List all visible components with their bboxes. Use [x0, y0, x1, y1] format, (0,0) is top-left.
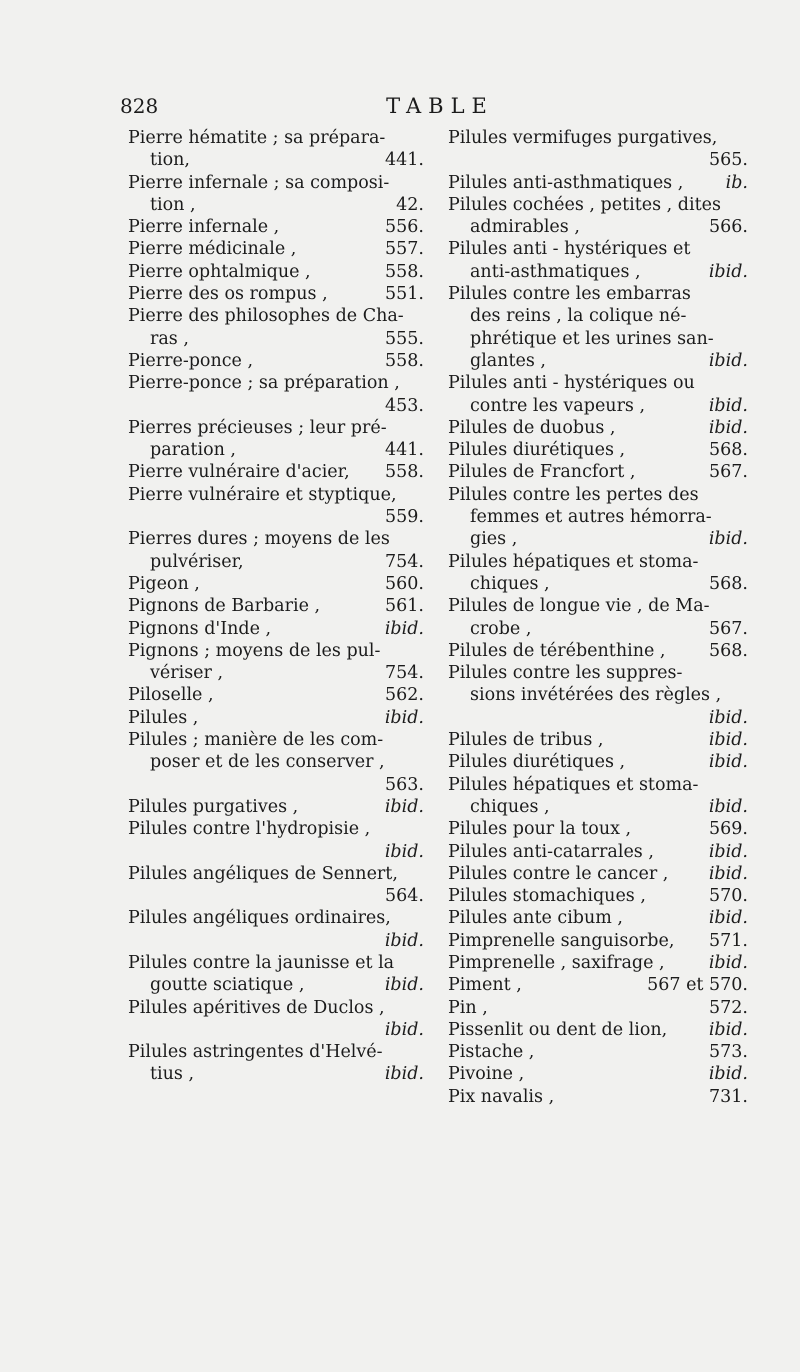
- index-entry: [448, 1086, 748, 1108]
- entry-heading-line: [128, 997, 424, 1019]
- index-entry: [448, 818, 748, 840]
- entry-text: tion ,: [150, 194, 196, 215]
- page-reference: ibid.: [708, 908, 748, 929]
- entry-text: goutte sciatique ,: [150, 975, 305, 996]
- entry-heading-line: [448, 238, 748, 260]
- page-reference: 567.: [709, 618, 748, 639]
- entry-text: Pilules de térébenthine ,: [448, 640, 666, 661]
- index-entry: [448, 127, 748, 172]
- entry-heading-line: [448, 551, 748, 573]
- index-entry: [448, 439, 748, 461]
- page-reference: 558.: [385, 261, 424, 282]
- entry-text: crobe ,: [470, 618, 532, 639]
- entry-text: Pignons de Barbarie ,: [128, 596, 321, 617]
- page-reference: 565.: [709, 150, 748, 171]
- entry-heading-line: [128, 1041, 424, 1063]
- page-reference: ibid.: [384, 1064, 424, 1085]
- page-reference: 571.: [709, 930, 748, 951]
- entry-continuation-line: [448, 350, 748, 372]
- page-reference: 563.: [385, 774, 424, 795]
- entry-text: Pierre vulnéraire et styptique,: [128, 484, 397, 505]
- entry-text: phrétique et les urines san-: [470, 328, 714, 349]
- index-entry: [448, 930, 748, 952]
- page-reference: 570.: [709, 886, 748, 907]
- entry-heading-line: [448, 595, 748, 617]
- entry-heading-line: [448, 1041, 748, 1063]
- page-reference: ibid.: [708, 1064, 748, 1085]
- entry-continuation-line: [128, 974, 424, 996]
- entry-text: Pilules anti-asthmatiques ,: [448, 172, 684, 193]
- entry-heading-line: [448, 930, 748, 952]
- index-entry: [128, 283, 424, 305]
- entry-continuation-line: [128, 194, 424, 216]
- entry-text: tion,: [150, 150, 190, 171]
- entry-text: Pissenlit ou dent de lion,: [448, 1019, 668, 1040]
- page-reference: ibid.: [708, 350, 748, 371]
- entry-heading-line: [128, 216, 424, 238]
- index-entry: [128, 818, 424, 863]
- page-reference: ib.: [725, 172, 748, 193]
- entry-heading-line: [448, 997, 748, 1019]
- entry-text: Pilules hépatiques et stoma-: [448, 774, 699, 795]
- page-number: 828: [120, 94, 159, 118]
- index-entry: [448, 484, 748, 551]
- entry-continuation-line: [448, 573, 748, 595]
- page-reference: ibid.: [384, 841, 424, 862]
- entry-continuation-line: [128, 149, 424, 171]
- entry-text: contre les vapeurs ,: [470, 395, 646, 416]
- index-column-right: [448, 127, 748, 1108]
- entry-text: Pilules vermifuges purgatives,: [448, 128, 718, 148]
- page-reference: 566.: [709, 217, 748, 238]
- index-entry: [128, 796, 424, 818]
- entry-heading-line: [128, 127, 424, 149]
- entry-text: admirables ,: [470, 217, 580, 238]
- index-entry: [448, 952, 748, 974]
- page-reference: 568.: [709, 640, 748, 661]
- index-entry: [128, 952, 424, 997]
- entry-continuation-line: [448, 395, 748, 417]
- entry-continuation-line: [128, 439, 424, 461]
- entry-text: Pierre-ponce ; sa préparation ,: [128, 373, 400, 394]
- entry-continuation-line: [128, 930, 424, 952]
- entry-text: vériser ,: [150, 663, 224, 684]
- entry-text: Pilules de duobus ,: [448, 417, 616, 438]
- entry-heading-line: [128, 261, 424, 283]
- entry-heading-line: [128, 417, 424, 439]
- page-reference: ibid.: [384, 618, 424, 639]
- entry-text: Pignons d'Inde ,: [128, 618, 272, 639]
- index-entry: [448, 172, 748, 194]
- page-reference: ibid.: [708, 261, 748, 282]
- entry-continuation-line: [448, 328, 748, 350]
- index-entry: [448, 841, 748, 863]
- entry-heading-line: [128, 684, 424, 706]
- page-reference: ibid.: [708, 863, 748, 884]
- entry-text: poser et de les conserver ,: [150, 752, 385, 773]
- entry-heading-line: [448, 863, 748, 885]
- entry-text: Pistache ,: [448, 1042, 535, 1063]
- entry-heading-line: [448, 907, 748, 929]
- index-entry: [128, 238, 424, 260]
- entry-text: Pilules hépatiques et stoma-: [448, 551, 699, 572]
- entry-continuation-line: [128, 506, 424, 528]
- page-reference: 555.: [385, 328, 424, 349]
- entry-heading-line: [128, 640, 424, 662]
- entry-text: Pilules contre les embarras: [448, 284, 691, 305]
- entry-text: Pilules contre le cancer ,: [448, 863, 669, 884]
- entry-text: Pilules angéliques ordinaires,: [128, 908, 391, 929]
- entry-text: Pierres dures ; moyens de les: [128, 529, 390, 550]
- entry-continuation-line: [128, 885, 424, 907]
- index-entry: [448, 417, 748, 439]
- index-entry: [448, 774, 748, 819]
- entry-continuation-line: [448, 796, 748, 818]
- entry-text: Pierre médicinale ,: [128, 239, 297, 260]
- entry-continuation-line: [128, 751, 424, 773]
- entry-heading-line: [448, 662, 748, 684]
- page-reference: 562.: [385, 685, 424, 706]
- entry-text: Pilules contre l'hydropisie ,: [128, 819, 371, 840]
- page-reference: 572.: [709, 997, 748, 1018]
- page-reference: ibid.: [708, 707, 748, 728]
- page-reference: 569.: [709, 819, 748, 840]
- index-entry: [448, 1019, 748, 1041]
- index-entry: [128, 595, 424, 617]
- entry-text: glantes ,: [470, 350, 546, 371]
- entry-text: Pilules angéliques de Sennert,: [128, 863, 398, 884]
- page-reference: 453.: [385, 395, 424, 416]
- entry-heading-line: [128, 283, 424, 305]
- entry-continuation-line: [448, 216, 748, 238]
- page-reference: 567.: [709, 462, 748, 483]
- entry-text: Pilules pour la toux ,: [448, 819, 632, 840]
- entry-heading-line: [448, 974, 748, 996]
- entry-heading-line: [128, 818, 424, 840]
- entry-continuation-line: [128, 841, 424, 863]
- index-entry: [448, 238, 748, 283]
- entry-continuation-line: [448, 305, 748, 327]
- page-reference: ibid.: [708, 1019, 748, 1040]
- page-reference: 559.: [385, 507, 424, 528]
- page-reference: ibid.: [708, 841, 748, 862]
- page-title: TABLE: [386, 94, 494, 118]
- entry-heading-line: [448, 1019, 748, 1041]
- index-entry: [448, 885, 748, 907]
- entry-text: Pilules de Francfort ,: [448, 462, 636, 483]
- page-reference: 560.: [385, 573, 424, 594]
- index-entry: [128, 216, 424, 238]
- index-entry: [448, 1041, 748, 1063]
- entry-text: Pierre-ponce ,: [128, 350, 254, 371]
- page-reference: ibid.: [708, 730, 748, 751]
- index-entry: [448, 551, 748, 596]
- entry-continuation-line: [448, 506, 748, 528]
- entry-text: Pilules ; manière de les com-: [128, 730, 384, 751]
- entry-heading-line: [448, 283, 748, 305]
- page-reference: 557.: [385, 239, 424, 260]
- index-entry: [448, 1063, 748, 1085]
- entry-continuation-line: [448, 261, 748, 283]
- index-entry: [448, 461, 748, 483]
- index-entry: [128, 261, 424, 283]
- entry-text: Pierre hématite ; sa prépara-: [128, 128, 386, 148]
- page-reference: 564.: [385, 886, 424, 907]
- page-reference: ibid.: [708, 796, 748, 817]
- entry-text: femmes et autres hémorra-: [470, 507, 712, 528]
- entry-heading-line: [448, 774, 748, 796]
- entry-continuation-line: [128, 1019, 424, 1041]
- entry-text: chiques ,: [470, 796, 550, 817]
- entry-text: Pilules ,: [128, 707, 199, 728]
- entry-continuation-line: [448, 149, 748, 171]
- index-entry: [448, 751, 748, 773]
- entry-text: Pignons ; moyens de les pul-: [128, 640, 381, 661]
- entry-continuation-line: [448, 618, 748, 640]
- index-entry: [448, 662, 748, 729]
- entry-heading-line: [448, 751, 748, 773]
- index-entry: [128, 484, 424, 529]
- entry-text: Pilules ante cibum ,: [448, 908, 623, 929]
- index-entry: [128, 729, 424, 796]
- index-entry: [128, 573, 424, 595]
- entry-text: Pin ,: [448, 997, 488, 1018]
- page-reference: ibid.: [384, 975, 424, 996]
- entry-text: gies ,: [470, 529, 518, 550]
- entry-heading-line: [128, 729, 424, 751]
- page-reference: 558.: [385, 350, 424, 371]
- entry-text: Pierres précieuses ; leur pré-: [128, 417, 387, 438]
- entry-text: Pilules contre la jaunisse et la: [128, 952, 395, 973]
- entry-text: sions invétérées des règles ,: [470, 685, 722, 706]
- index-entry: [128, 863, 424, 908]
- entry-heading-line: [448, 841, 748, 863]
- entry-heading-line: [128, 484, 424, 506]
- entry-text: tius ,: [150, 1064, 195, 1085]
- entry-continuation-line: [128, 662, 424, 684]
- page-reference: 441.: [385, 440, 424, 461]
- entry-text: des reins , la colique né-: [470, 306, 687, 327]
- entry-text: ras ,: [150, 328, 189, 349]
- entry-heading-line: [128, 595, 424, 617]
- entry-text: Pilules purgatives ,: [128, 796, 299, 817]
- page-reference: ibid.: [384, 796, 424, 817]
- index-entry: [448, 997, 748, 1019]
- page-reference: 754.: [385, 663, 424, 684]
- entry-text: Pierre des os rompus ,: [128, 284, 328, 305]
- page-reference: 441.: [385, 150, 424, 171]
- page-reference: ibid.: [708, 395, 748, 416]
- entry-heading-line: [128, 350, 424, 372]
- index-entry: [448, 974, 748, 996]
- entry-text: Pilules anti-catarrales ,: [448, 841, 654, 862]
- page-reference: 551.: [385, 284, 424, 305]
- entry-text: Pimprenelle , saxifrage ,: [448, 952, 665, 973]
- entry-heading-line: [128, 863, 424, 885]
- entry-continuation-line: [448, 528, 748, 550]
- index-entry: [128, 127, 424, 172]
- page-reference: ibid.: [708, 752, 748, 773]
- entry-text: Pilules contre les pertes des: [448, 484, 699, 505]
- index-entry: [448, 640, 748, 662]
- page-reference: ibid.: [708, 529, 748, 550]
- entry-text: Pilules anti - hystériques et: [448, 239, 691, 260]
- page-reference: 731.: [709, 1086, 748, 1107]
- entry-text: Piloselle ,: [128, 685, 214, 706]
- page-reference: 573.: [709, 1042, 748, 1063]
- index-entry: [448, 283, 748, 372]
- index-entry: [448, 907, 748, 929]
- entry-heading-line: [448, 729, 748, 751]
- page-reference: 754.: [385, 551, 424, 572]
- page-reference: 558.: [385, 462, 424, 483]
- index-entry: [128, 707, 424, 729]
- entry-text: Pix navalis ,: [448, 1086, 555, 1107]
- index-entry: [128, 350, 424, 372]
- page-reference: ibid.: [384, 930, 424, 951]
- entry-heading-line: [128, 372, 424, 394]
- page-reference: 561.: [385, 596, 424, 617]
- index-entry: [128, 618, 424, 640]
- entry-heading-line: [128, 907, 424, 929]
- index-entry: [128, 997, 424, 1042]
- entry-text: Pierre infernale ; sa composi-: [128, 172, 390, 193]
- page-reference: ibid.: [708, 417, 748, 438]
- entry-continuation-line: [128, 328, 424, 350]
- entry-continuation-line: [128, 395, 424, 417]
- index-entry: [128, 417, 424, 462]
- page-reference: ibid.: [708, 952, 748, 973]
- page-reference: ibid.: [384, 1019, 424, 1040]
- entry-heading-line: [448, 461, 748, 483]
- entry-text: Pilules cochées , petites , dites: [448, 194, 721, 215]
- entry-text: Pilules contre les suppres-: [448, 663, 683, 684]
- entry-text: Pierre des philosophes de Cha-: [128, 306, 404, 327]
- entry-text: Pilules apéritives de Duclos ,: [128, 997, 385, 1018]
- index-entry: [128, 372, 424, 417]
- page-reference: ibid.: [384, 707, 424, 728]
- entry-heading-line: [448, 818, 748, 840]
- entry-heading-line: [128, 618, 424, 640]
- entry-heading-line: [448, 439, 748, 461]
- entry-text: Pilules de longue vie , de Ma-: [448, 596, 710, 617]
- entry-heading-line: [128, 796, 424, 818]
- entry-text: Piment ,: [448, 975, 522, 996]
- entry-heading-line: [448, 640, 748, 662]
- entry-continuation-line: [128, 1063, 424, 1085]
- entry-heading-line: [128, 305, 424, 327]
- entry-heading-line: [448, 885, 748, 907]
- index-entry: [128, 172, 424, 217]
- entry-heading-line: [128, 573, 424, 595]
- entry-text: Pilules diurétiques ,: [448, 440, 626, 461]
- page-header: [120, 94, 760, 124]
- entry-heading-line: [448, 484, 748, 506]
- page-reference: 568.: [709, 440, 748, 461]
- entry-text: Pierre infernale ,: [128, 217, 280, 238]
- index-entry: [128, 684, 424, 706]
- entry-continuation-line: [448, 684, 748, 706]
- index-entry: [448, 372, 748, 417]
- entry-heading-line: [448, 172, 748, 194]
- page-reference: 556.: [385, 217, 424, 238]
- entry-text: Pilules stomachiques ,: [448, 886, 646, 907]
- entry-text: Pierre ophtalmique ,: [128, 261, 311, 282]
- index-entry: [128, 640, 424, 685]
- entry-text: Pilules de tribus ,: [448, 730, 604, 751]
- entry-heading-line: [448, 194, 748, 216]
- entry-continuation-line: [128, 774, 424, 796]
- entry-text: pulvériser,: [150, 551, 244, 572]
- index-entry: [128, 907, 424, 952]
- entry-heading-line: [448, 372, 748, 394]
- entry-heading-line: [128, 238, 424, 260]
- index-entry: [128, 305, 424, 350]
- index-column-left: [128, 127, 424, 1086]
- index-entry: [448, 863, 748, 885]
- entry-heading-line: [128, 528, 424, 550]
- entry-heading-line: [128, 461, 424, 483]
- entry-heading-line: [448, 1086, 748, 1108]
- entry-continuation-line: [448, 707, 748, 729]
- index-entry: [128, 528, 424, 573]
- index-entry: [128, 461, 424, 483]
- index-entry: [448, 194, 748, 239]
- entry-text: Pigeon ,: [128, 573, 200, 594]
- entry-text: Pierre vulnéraire d'acier,: [128, 462, 350, 483]
- entry-heading-line: [128, 707, 424, 729]
- entry-heading-line: [128, 172, 424, 194]
- entry-heading-line: [448, 1063, 748, 1085]
- entry-heading-line: [448, 417, 748, 439]
- entry-text: Pilules astringentes d'Helvé-: [128, 1042, 383, 1063]
- entry-text: Pimprenelle sanguisorbe,: [448, 930, 675, 951]
- entry-text: anti-asthmatiques ,: [470, 261, 641, 282]
- entry-text: Pilules diurétiques ,: [448, 752, 626, 773]
- index-entry: [448, 729, 748, 751]
- entry-text: chiques ,: [470, 573, 550, 594]
- page-reference: 42.: [396, 194, 424, 215]
- entry-text: Pilules anti - hystériques ou: [448, 373, 695, 394]
- entry-continuation-line: [128, 551, 424, 573]
- page-reference: 568.: [709, 573, 748, 594]
- entry-text: Pivoine ,: [448, 1064, 525, 1085]
- entry-heading-line: [448, 127, 748, 149]
- entry-heading-line: [128, 952, 424, 974]
- page-reference: 567 et 570.: [647, 975, 748, 996]
- index-entry: [128, 1041, 424, 1086]
- entry-text: paration ,: [150, 440, 236, 461]
- index-entry: [448, 595, 748, 640]
- entry-heading-line: [448, 952, 748, 974]
